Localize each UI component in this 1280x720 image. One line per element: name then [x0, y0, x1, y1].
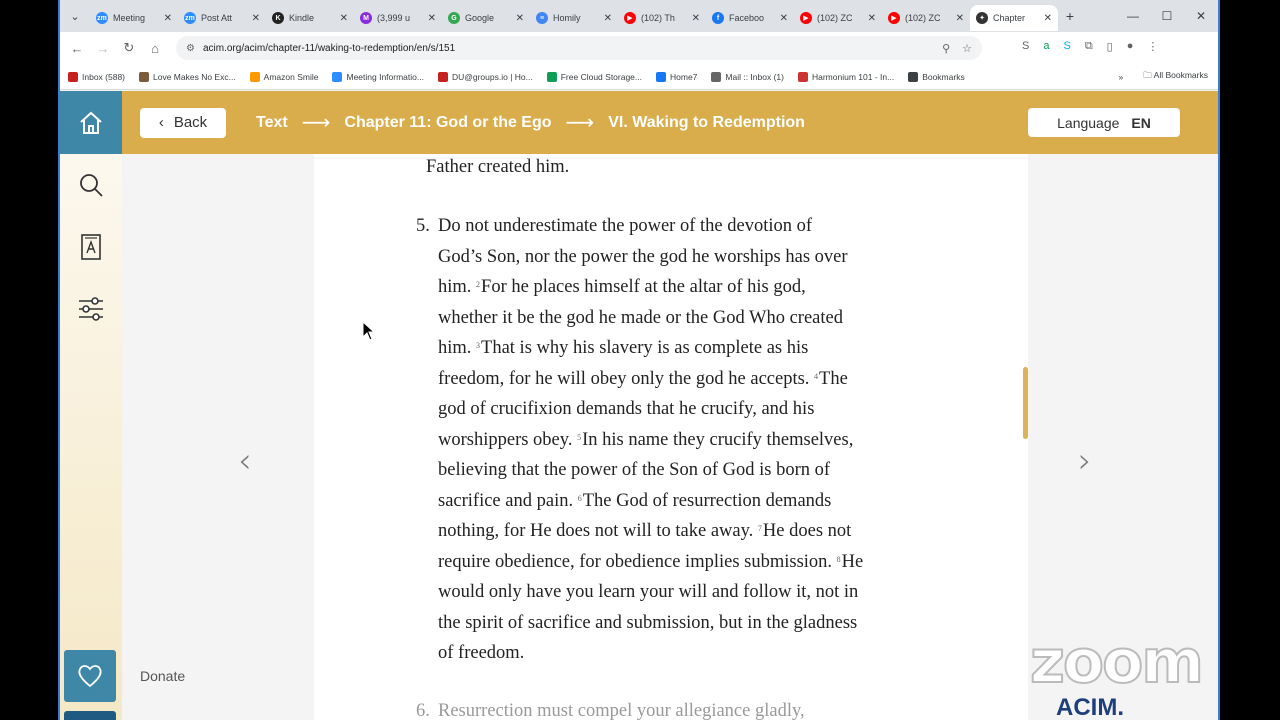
sentence-number: 7 — [757, 524, 762, 533]
tab-label: Homily — [553, 13, 581, 23]
line-text: the spirit of sacrifice and submission, but in the gladness — [438, 612, 858, 633]
bookmark-item[interactable] — [547, 72, 642, 82]
line-lead: worshippers obey. — [438, 429, 578, 450]
line-text: god of crucifixion demands that he crucify, and his — [438, 399, 815, 419]
bookmark-label: Inbox (588) — [82, 71, 125, 82]
search-icon — [78, 172, 104, 198]
back-button[interactable] — [140, 108, 226, 138]
extension-s-icon[interactable]: S — [1022, 40, 1030, 52]
reload-icon[interactable]: ↻ — [123, 40, 135, 55]
tab-close-icon[interactable]: ✕ — [955, 12, 964, 24]
tab-label: Kindle — [289, 13, 315, 23]
address-bar[interactable] — [176, 36, 982, 60]
paragraph-number: 6. — [416, 701, 430, 720]
text-line — [438, 394, 926, 425]
reading-pane — [314, 154, 1028, 720]
line-text: Do not underestimate the power of the devotion of — [438, 216, 813, 236]
paragraph-5-lines — [426, 211, 926, 669]
text-line — [438, 608, 926, 639]
paragraph-number: 5. — [416, 216, 430, 236]
tab-close-icon[interactable]: ✕ — [867, 12, 876, 24]
previous-paragraph-tail: Father created him. — [426, 157, 570, 177]
bookmark-label: Harmonium 101 - In... — [811, 71, 895, 82]
tab-favicon-icon: ▶ — [624, 12, 636, 24]
text-line — [438, 547, 926, 578]
browser-tab[interactable] — [442, 5, 530, 31]
book-icon — [78, 233, 104, 261]
back-label: Back — [173, 114, 208, 131]
bookmark-item[interactable] — [908, 72, 965, 82]
tab-favicon-icon: G — [448, 12, 460, 24]
search-button[interactable] — [60, 154, 122, 216]
line-lead: require obedience, for obedience implies submission. — [438, 551, 837, 572]
tab-label: Chapter — [993, 13, 1026, 23]
window-controls — [1116, 9, 1218, 23]
line-text: God’s Son, nor the power the god he worships has over — [438, 246, 848, 267]
forward-arrow-icon[interactable]: → — [96, 40, 110, 56]
tab-close-icon[interactable]: ✕ — [339, 12, 348, 24]
paragraph-6-text: Resurrection must compel your allegiance gladly, — [438, 701, 805, 720]
bookmark-item[interactable] — [711, 72, 784, 82]
crumb-text[interactable]: Text — [256, 113, 288, 131]
text-line — [438, 455, 926, 486]
arrow-right-icon: ⟶ — [301, 112, 331, 134]
crumb-chapter[interactable]: Chapter 11: God or the Ego — [344, 113, 552, 131]
line-lead: sacrifice and pain. — [438, 490, 578, 511]
bookmark-label: Mail :: Inbox (1) — [725, 71, 784, 82]
bookmark-favicon-icon — [656, 72, 666, 82]
donate-button[interactable] — [64, 650, 116, 702]
line-text: The God of resurrection demands — [582, 490, 832, 511]
bookmark-favicon-icon — [139, 72, 149, 82]
tab-favicon-icon: zm — [184, 12, 196, 24]
mouse-cursor-icon — [362, 321, 376, 341]
bookmark-label: Amazon Smile — [263, 71, 319, 82]
sentence-number: 2 — [476, 280, 481, 289]
breadcrumb — [256, 110, 805, 135]
browser-tab[interactable] — [618, 5, 706, 31]
tab-close-icon[interactable]: ✕ — [515, 12, 524, 24]
line-text: In his name they crucify themselves, — [582, 429, 854, 450]
text-line — [438, 242, 926, 273]
language-label: Language — [1057, 114, 1120, 131]
text-line — [438, 516, 926, 547]
web-content — [60, 91, 1218, 720]
home-button-icon[interactable]: ⌂ — [151, 40, 159, 56]
menu-kebab-icon[interactable]: ⋮ — [1147, 41, 1159, 53]
language-value: EN — [1131, 114, 1151, 131]
bookmark-item[interactable] — [798, 72, 894, 82]
settings-button[interactable] — [60, 278, 122, 340]
browser-tab[interactable] — [178, 5, 266, 31]
bookmark-favicon-icon — [438, 72, 448, 82]
browser-tab[interactable] — [530, 5, 618, 31]
bookmark-favicon-icon — [332, 72, 342, 82]
line-text: believing that the power of the Son of God is born of — [438, 460, 831, 480]
text-line — [438, 638, 926, 669]
next-page-chevron-icon[interactable]: › — [1078, 441, 1092, 481]
browser-tab[interactable] — [706, 5, 794, 31]
tab-close-icon[interactable]: ✕ — [427, 12, 436, 24]
sentence-number: 3 — [476, 341, 481, 350]
bookmark-item[interactable] — [250, 72, 319, 82]
browser-window — [58, 0, 1220, 720]
extension-skype-icon[interactable]: S — [1063, 40, 1071, 52]
tab-favicon-icon: zm — [96, 12, 108, 24]
close-window-button[interactable]: ✕ — [1195, 9, 1207, 23]
heart-icon — [76, 663, 104, 689]
browser-tab[interactable] — [90, 5, 178, 31]
sentence-number: 5 — [577, 432, 582, 442]
text-line — [438, 425, 926, 456]
chevron-left-icon: ‹ — [158, 114, 164, 131]
text-line — [438, 211, 926, 242]
profile-avatar[interactable]: ● — [1126, 40, 1134, 52]
text-line — [438, 272, 926, 303]
line-lead: him. — [438, 338, 477, 358]
sentence-number: 8 — [836, 554, 841, 564]
bookmark-label: Free Cloud Storage... — [560, 71, 642, 82]
secondary-tile[interactable] — [64, 711, 116, 720]
extension-a-icon[interactable]: a — [1043, 40, 1050, 52]
bookmark-item[interactable] — [68, 72, 125, 82]
all-bookmarks-button[interactable]: 🗀 All Bookmarks — [1143, 69, 1208, 80]
bookmarks-overflow-icon[interactable]: » — [1118, 71, 1124, 82]
tabs — [90, 1, 1058, 31]
donate-label[interactable]: Donate — [140, 668, 186, 684]
prev-page-chevron-icon[interactable]: ‹ — [238, 441, 252, 481]
bookmark-list — [68, 72, 979, 82]
acim-logo: ACIM. — [1056, 694, 1124, 720]
tab-favicon-icon: ≡ — [536, 12, 548, 24]
tab-close-icon[interactable]: ✕ — [251, 12, 260, 24]
text-line — [438, 333, 926, 364]
bookmarks-bar — [60, 64, 1218, 90]
tab-favicon-icon: M — [360, 12, 372, 24]
bookmark-label: Home7 — [670, 71, 698, 82]
all-bookmarks-label: All Bookmarks — [1153, 69, 1208, 80]
bookmark-item[interactable] — [656, 72, 697, 82]
browser-tab[interactable] — [882, 5, 970, 31]
line-lead: him. — [438, 277, 477, 297]
zoom-watermark: zoom — [1030, 627, 1202, 697]
bookmark-item[interactable] — [332, 72, 423, 82]
tab-label: Meeting — [113, 13, 146, 23]
bookmark-label: Meeting Informatio... — [346, 71, 424, 82]
home-icon — [78, 110, 104, 136]
line-text: of freedom. — [438, 643, 525, 663]
extensions-puzzle-icon[interactable]: ⧉ — [1084, 40, 1093, 52]
bookmark-favicon-icon — [250, 72, 260, 82]
line-lead: nothing, for He does not will to take away. — [438, 521, 758, 541]
tab-label: Faceboo — [729, 13, 765, 23]
line-text: For he places himself at the altar of his god, — [481, 277, 806, 297]
bookmark-label: DU@groups.io | Ho... — [451, 71, 533, 82]
browser-tab[interactable] — [266, 5, 354, 31]
tab-label: (102) ZC — [905, 13, 941, 23]
tab-close-icon[interactable]: ✕ — [1043, 12, 1052, 24]
site-info-icon[interactable]: ⚙ — [186, 42, 195, 54]
crumb-section[interactable]: VI. Waking to Redemption — [608, 113, 805, 131]
new-tab-button[interactable]: + — [1065, 8, 1075, 24]
tab-search-icon[interactable]: ⌄ — [70, 10, 80, 23]
home-button[interactable] — [60, 91, 122, 154]
text-line — [438, 303, 926, 334]
tab-close-icon[interactable]: ✕ — [779, 12, 788, 24]
tab-close-icon[interactable]: ✕ — [603, 12, 612, 24]
line-text: whether it be the god he made or the God Who created — [438, 307, 843, 328]
zoom-lens-icon[interactable]: ⚲ — [942, 42, 951, 55]
book-button[interactable] — [60, 216, 122, 278]
bookmark-item[interactable] — [438, 72, 533, 82]
minimize-button[interactable]: — — [1127, 9, 1139, 23]
tab-favicon-icon: ▶ — [888, 12, 900, 24]
reader-header — [122, 91, 1218, 154]
bookmark-star-icon[interactable]: ☆ — [962, 42, 972, 55]
maximize-button[interactable]: ☐ — [1161, 9, 1173, 23]
bookmark-favicon-icon — [798, 72, 808, 82]
paragraph-5 — [416, 211, 926, 669]
bookmark-favicon-icon — [547, 72, 557, 82]
bookmark-favicon-icon — [908, 72, 918, 82]
line-text: That is why his slavery is as complete as his — [481, 338, 809, 358]
bookmark-label: Bookmarks — [922, 71, 965, 82]
tab-label: (102) Th — [641, 13, 675, 23]
sliders-icon — [77, 296, 105, 322]
side-panel-icon[interactable]: ▯ — [1106, 41, 1113, 53]
tab-favicon-icon: K — [272, 12, 284, 24]
tab-favicon-icon: f — [712, 12, 724, 24]
language-selector[interactable] — [1028, 108, 1180, 137]
bookmark-item[interactable] — [139, 72, 236, 82]
tab-label: Google — [465, 13, 495, 23]
paragraph-6 — [416, 696, 926, 720]
browser-tab[interactable] — [354, 5, 442, 31]
extensions — [1022, 40, 1158, 53]
tab-label: Post Att — [201, 13, 233, 23]
text-line — [438, 364, 926, 395]
line-text: He — [841, 551, 864, 572]
line-text: The — [819, 368, 848, 389]
browser-tab[interactable] — [970, 5, 1058, 31]
line-text: He does not — [762, 521, 852, 541]
url-text: acim.org/acim/chapter-11/waking-to-redemption/en/s/151 — [202, 42, 456, 54]
tab-favicon-icon: ✦ — [976, 12, 988, 24]
tab-strip — [60, 0, 1218, 32]
arrow-right-icon: ⟶ — [565, 112, 595, 134]
sentence-number: 4 — [814, 371, 819, 381]
sentence-number: 6 — [577, 493, 582, 503]
tab-close-icon[interactable]: ✕ — [163, 12, 172, 24]
bookmark-favicon-icon — [711, 72, 721, 82]
bookmark-favicon-icon — [68, 72, 78, 82]
browser-toolbar — [60, 32, 1218, 64]
line-text: would only have you learn your will and follow it, not in — [438, 582, 859, 602]
tab-close-icon[interactable]: ✕ — [691, 12, 700, 24]
back-arrow-icon[interactable]: ← — [70, 40, 84, 56]
browser-tab[interactable] — [794, 5, 882, 31]
bookmark-label: Love Makes No Exc... — [153, 71, 236, 82]
tab-label: (3,999 u — [377, 13, 411, 23]
tab-label: (102) ZC — [817, 13, 853, 23]
text-line — [438, 486, 926, 517]
line-lead: freedom, for he will obey only the god he accepts. — [438, 368, 815, 389]
scrollbar-thumb[interactable] — [1023, 367, 1028, 439]
tab-favicon-icon: ▶ — [800, 12, 812, 24]
text-line — [438, 577, 926, 608]
site-sidebar — [60, 91, 122, 720]
